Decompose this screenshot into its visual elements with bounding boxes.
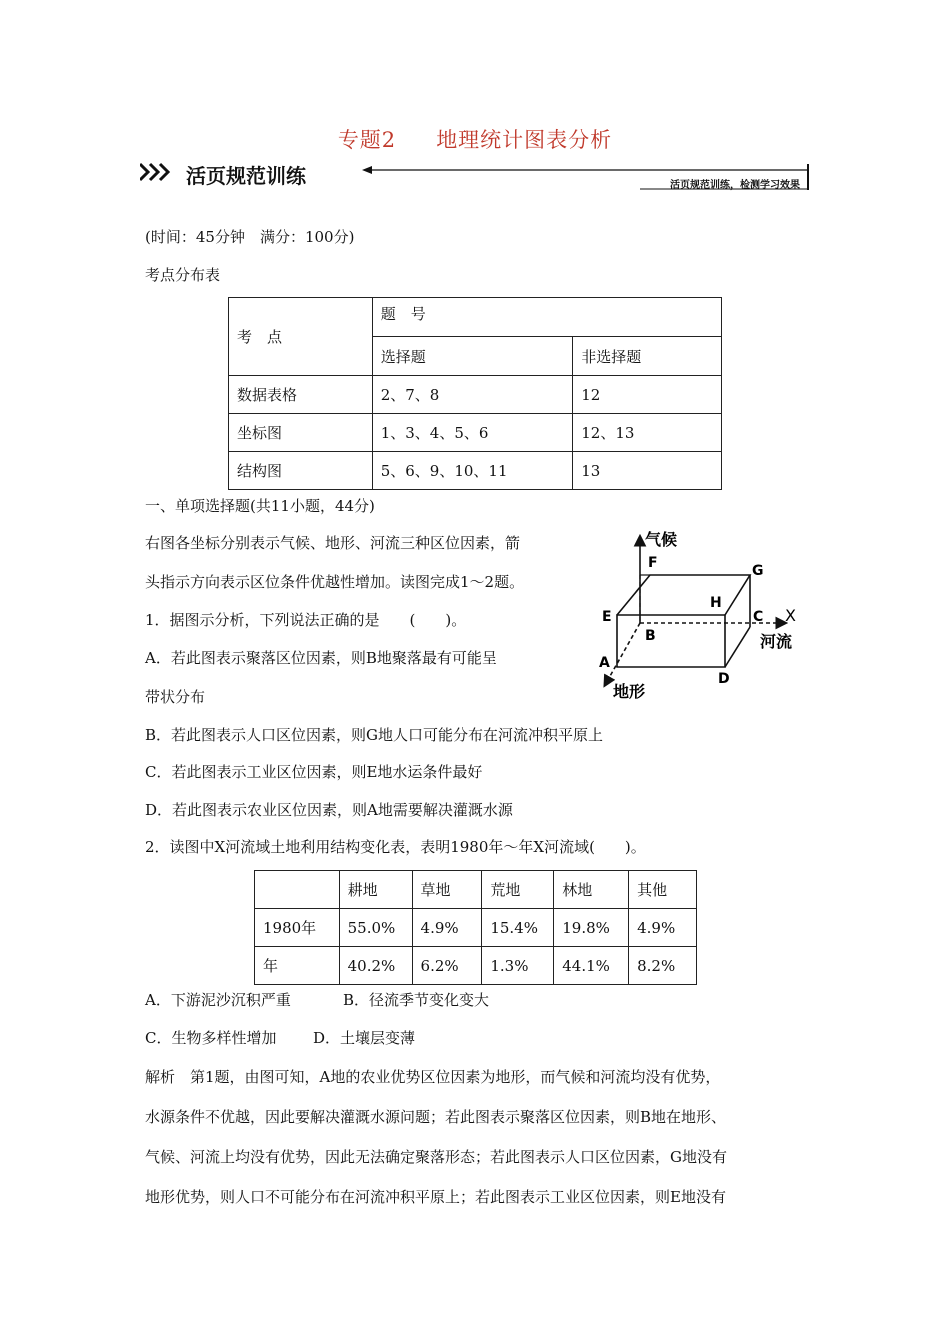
banner-slogan: 活页规范训练，检测学习效果 bbox=[670, 180, 800, 191]
time-score: (时间：45分钟 满分：100分) bbox=[145, 228, 355, 246]
cell-value: 55.0% bbox=[339, 909, 412, 947]
point-a: A bbox=[599, 655, 610, 671]
header-kaodian: 考 点 bbox=[229, 298, 373, 376]
cell-topic: 数据表格 bbox=[229, 376, 373, 414]
header-cell: 草地 bbox=[412, 871, 482, 909]
header-cell: 耕地 bbox=[339, 871, 412, 909]
location-factor-diagram bbox=[595, 525, 810, 710]
cell-nonchoice: 12、13 bbox=[573, 414, 722, 452]
cell-nonchoice: 12 bbox=[573, 376, 722, 414]
box-top-face bbox=[617, 575, 750, 615]
table-row bbox=[229, 452, 722, 490]
q1-option-b: B．若此图表示人口区位因素，则G地人口可能分布在河流冲积平原上 bbox=[145, 726, 604, 744]
cell-year: 年 bbox=[255, 947, 340, 985]
table-row bbox=[255, 947, 697, 985]
header-cell bbox=[255, 871, 340, 909]
q1-option-a: A．若此图表示聚落区位因素，则B地聚落最有可能呈 bbox=[145, 649, 497, 667]
header-tihao: 题 号 bbox=[372, 298, 721, 337]
cell-topic: 结构图 bbox=[229, 452, 373, 490]
analysis-line: 气候、河流上均没有优势，因此无法确定聚落形态；若此图表示人口区位因素，G地没有 bbox=[145, 1148, 727, 1166]
distribution-title: 考点分布表 bbox=[145, 266, 221, 284]
cell-value: 15.4% bbox=[482, 909, 554, 947]
point-h: H bbox=[710, 595, 722, 611]
cell-value: 4.9% bbox=[629, 909, 697, 947]
topic-number: 专题2 bbox=[337, 128, 397, 152]
terrain-axis bbox=[605, 623, 640, 685]
table-row bbox=[255, 909, 697, 947]
cell-value: 8.2% bbox=[629, 947, 697, 985]
q2-option-d: D．土壤层变薄 bbox=[313, 1029, 416, 1047]
q2-stem: 2．读图中X河流域土地利用结构变化表，表明1980年～年X河流域( )。 bbox=[145, 838, 646, 856]
table-row bbox=[229, 376, 722, 414]
cell-choice: 2、7、8 bbox=[372, 376, 573, 414]
cell-value: 19.8% bbox=[554, 909, 629, 947]
distribution-table bbox=[228, 297, 722, 490]
label-terrain: 地形 bbox=[613, 682, 646, 701]
intro-line: 右图各坐标分别表示气候、地形、河流三种区位因素，箭 bbox=[145, 534, 521, 552]
label-climate: 气候 bbox=[645, 530, 678, 549]
header-cell: 荒地 bbox=[482, 871, 554, 909]
cell-value: 4.9% bbox=[412, 909, 482, 947]
header-nonchoice: 非选择题 bbox=[573, 337, 722, 376]
q2-option-a: A．下游泥沙沉积严重 bbox=[145, 991, 291, 1009]
point-e: E bbox=[602, 609, 612, 625]
intro-line: 头指示方向表示区位条件优越性增加。读图完成1～2题。 bbox=[145, 573, 525, 591]
page-title bbox=[0, 124, 950, 154]
banner-label: 活页规范训练 bbox=[186, 164, 306, 188]
cell-choice: 1、3、4、5、6 bbox=[372, 414, 573, 452]
header-cell: 其他 bbox=[629, 871, 697, 909]
label-x: X bbox=[785, 606, 796, 625]
cell-year: 1980年 bbox=[255, 909, 340, 947]
q2-option-b: B．径流季节变化变大 bbox=[343, 991, 490, 1009]
analysis-line: 地形优势，则人口不可能分布在河流冲积平原上；若此图表示工业区位因素，则E地没有 bbox=[145, 1188, 726, 1206]
land-use-table bbox=[254, 870, 697, 985]
analysis-line: 水源条件不优越，因此要解决灌溉水源问题；若此图表示聚落区位因素，则B地在地形、 bbox=[145, 1108, 727, 1126]
cell-value: 44.1% bbox=[554, 947, 629, 985]
point-b: B bbox=[645, 628, 656, 644]
q1-option-c: C．若此图表示工业区位因素，则E地水运条件最好 bbox=[145, 763, 483, 781]
cell-nonchoice: 13 bbox=[573, 452, 722, 490]
header-cell: 林地 bbox=[554, 871, 629, 909]
topic-title: 地理统计图表分析 bbox=[436, 128, 613, 152]
cell-choice: 5、6、9、10、11 bbox=[372, 452, 573, 490]
q1-option-d: D．若此图表示农业区位因素，则A地需要解决灌溉水源 bbox=[145, 801, 513, 819]
label-river: 河流 bbox=[760, 632, 793, 651]
q2-option-c: C．生物多样性增加 bbox=[145, 1029, 277, 1047]
cell-topic: 坐标图 bbox=[229, 414, 373, 452]
analysis-line: 解析 第1题，由图可知，A地的农业优势区位因素为地形，而气候和河流均没有优势， bbox=[145, 1068, 721, 1086]
cell-value: 1.3% bbox=[482, 947, 554, 985]
header-choice: 选择题 bbox=[372, 337, 573, 376]
point-f: F bbox=[648, 555, 658, 571]
point-g: G bbox=[752, 563, 764, 579]
point-d: D bbox=[718, 671, 730, 687]
q1-stem: 1．据图示分析，下列说法正确的是 ( )。 bbox=[145, 611, 467, 629]
cell-value: 6.2% bbox=[412, 947, 482, 985]
point-c: C bbox=[753, 609, 764, 625]
q1-option-a-cont: 带状分布 bbox=[145, 688, 206, 706]
table-row bbox=[229, 414, 722, 452]
section-heading: 一、单项选择题(共11小题，44分) bbox=[145, 497, 375, 515]
cell-value: 40.2% bbox=[339, 947, 412, 985]
